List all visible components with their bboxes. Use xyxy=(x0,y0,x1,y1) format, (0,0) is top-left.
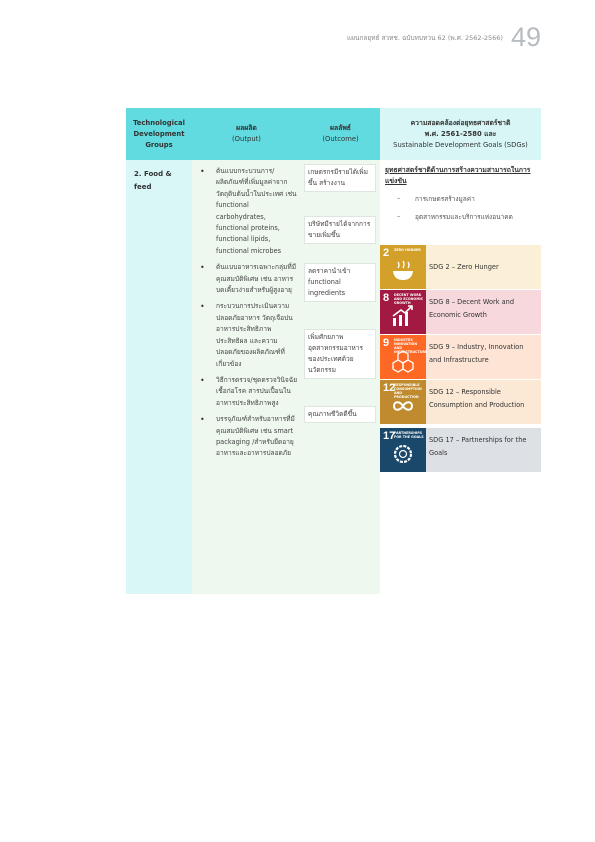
sdg-text: SDG 2 – Zero Hunger xyxy=(429,263,499,271)
outcome-box: ลดราคานำเข้า functional ingredients xyxy=(304,263,376,302)
outcome-box: คุณภาพชีวิตดีขึ้น xyxy=(304,406,376,423)
sdg-label: INDUSTRY, INNOVATION AND INFRASTRUCTURE xyxy=(394,338,428,354)
sdg-row-12 xyxy=(380,380,541,424)
strategy-title: ยุทธศาสตร์ชาติด้านการสร้างความสามารถในการแข่งขัน xyxy=(385,166,531,185)
sdg-8-tile xyxy=(380,290,426,334)
strategy-sub-label: อุตสาหกรรมและบริการแห่งอนาคต xyxy=(415,213,513,221)
header-outcome xyxy=(301,108,380,160)
output-item: • วิธีการตรวจ/ชุดตรวจวินิจฉัย เชื้อก่อโรค สารปนเปื้อนในอาหารประสิทธิภาพสูง xyxy=(196,375,298,409)
sdg-12-tile xyxy=(380,380,426,424)
header-outcome-en: (Outcome) xyxy=(322,135,359,143)
header-groups-label: Technological Development Groups xyxy=(133,118,185,149)
header-groups xyxy=(126,108,192,160)
header-strategy-line2: พ.ศ. 2561-2580 และ xyxy=(424,129,497,138)
sdg-row-2 xyxy=(380,245,541,289)
sdg-number: 12 xyxy=(383,382,396,394)
output-item: • กระบวนการประเมินความปลอดภัยอาหาร วัตถุเจือปนอาหารประสิทธิภาพประสิทธิผล และความปลอดภัยของผลิตภัณฑ์ที่เกี่ยวข้อง xyxy=(196,301,298,369)
sdg-label: DECENT WORK AND ECONOMIC GROWTH xyxy=(394,293,424,305)
strategy-sub-item xyxy=(385,194,535,204)
header-output-en: (Output) xyxy=(232,135,261,143)
strategy-sub-label: การเกษตรสร้างมูลค่า xyxy=(415,195,475,203)
page-header xyxy=(347,22,541,53)
header-strategy xyxy=(380,108,541,160)
sdg-text: SDG 9 – Industry, Innovation and Infrastructure xyxy=(429,343,524,364)
sdg-text: SDG 17 – Partnerships for the Goals xyxy=(429,436,527,457)
header-outcome-th: ผลลัพธ์ xyxy=(330,124,351,132)
sdg-text: SDG 12 – Responsible Consumption and Production xyxy=(429,388,525,409)
output-item: • ต้นแบบกระบวนการ/ผลิตภัณฑ์ที่เพิ่มมูลค่าจากวัตถุดิบต้นน้ำในประเทศ เช่น functional carbohydrates, functional proteins, functional lipids, functional microbes xyxy=(196,166,298,257)
output-list xyxy=(196,166,298,465)
sdg-label: RESPONSIBLE CONSUMPTION AND PRODUCTION xyxy=(394,383,422,399)
sdg-row-17 xyxy=(380,428,541,472)
sdg-row-9 xyxy=(380,335,541,379)
national-strategy xyxy=(385,165,535,222)
output-item: • ต้นแบบอาหารเฉพาะกลุ่มที่มีคุณสมบัติพิเศษ เช่น อาหารบดเคี้ยวง่ายสำหรับผู้สูงอายุ xyxy=(196,262,298,296)
dash: – xyxy=(397,194,401,202)
sdg-number: 17 xyxy=(383,430,396,442)
outcome-box: บริษัทมีรายได้จากการขายเพิ่มขึ้น xyxy=(304,216,376,244)
bowl-icon xyxy=(391,259,415,283)
header-output xyxy=(192,108,301,160)
sdg-2-tile xyxy=(380,245,426,289)
outcome-box: เพิ่มศักยภาพอุตสาหกรรมอาหารของประเทศด้วยนวัตกรรม xyxy=(304,329,376,379)
output-item: • บรรจุภัณฑ์สำหรับอาหารที่มีคุณสมบัติพิเศษ เช่น smart packaging /สำหรับยืดอายุอาหารและอาหารปลอดภัย xyxy=(196,414,298,460)
sdg-number: 9 xyxy=(383,337,390,349)
dash: – xyxy=(397,212,401,220)
flower-ring-icon xyxy=(391,442,415,466)
groups-column xyxy=(126,160,192,594)
outcome-box: เกษตรกรมีรายได้เพิ่มขึ้น สร้างงาน xyxy=(304,164,376,192)
strategy-sub-item xyxy=(385,212,535,222)
group-name: 2. Food & feed xyxy=(134,170,172,191)
sdg-text: SDG 8 – Decent Work and Economic Growth xyxy=(429,298,515,319)
sdg-label: ZERO HUNGER xyxy=(394,248,421,252)
sdg-row-8 xyxy=(380,290,541,334)
running-header: แผนกลยุทธ์ สวทช. ฉบับทบทวน 62 (พ.ศ. 2562-2566) xyxy=(347,33,503,42)
sdg-9-tile xyxy=(380,335,426,379)
sdg-number: 2 xyxy=(383,247,390,259)
cubes-icon xyxy=(391,349,415,373)
sdg-number: 8 xyxy=(383,292,390,304)
header-strategy-line1: ความสอดคล้องต่อยุทธศาสตร์ชาติ xyxy=(410,118,511,127)
sdg-label: PARTNERSHIPS FOR THE GOALS xyxy=(394,431,424,439)
header-output-th: ผลผลิต xyxy=(236,124,257,132)
page-number: 49 xyxy=(510,22,541,52)
growth-chart-icon xyxy=(391,304,415,328)
header-strategy-line3: Sustainable Development Goals (SDGs) xyxy=(393,140,528,149)
sdg-17-tile xyxy=(380,428,426,472)
infinity-icon xyxy=(391,394,415,418)
